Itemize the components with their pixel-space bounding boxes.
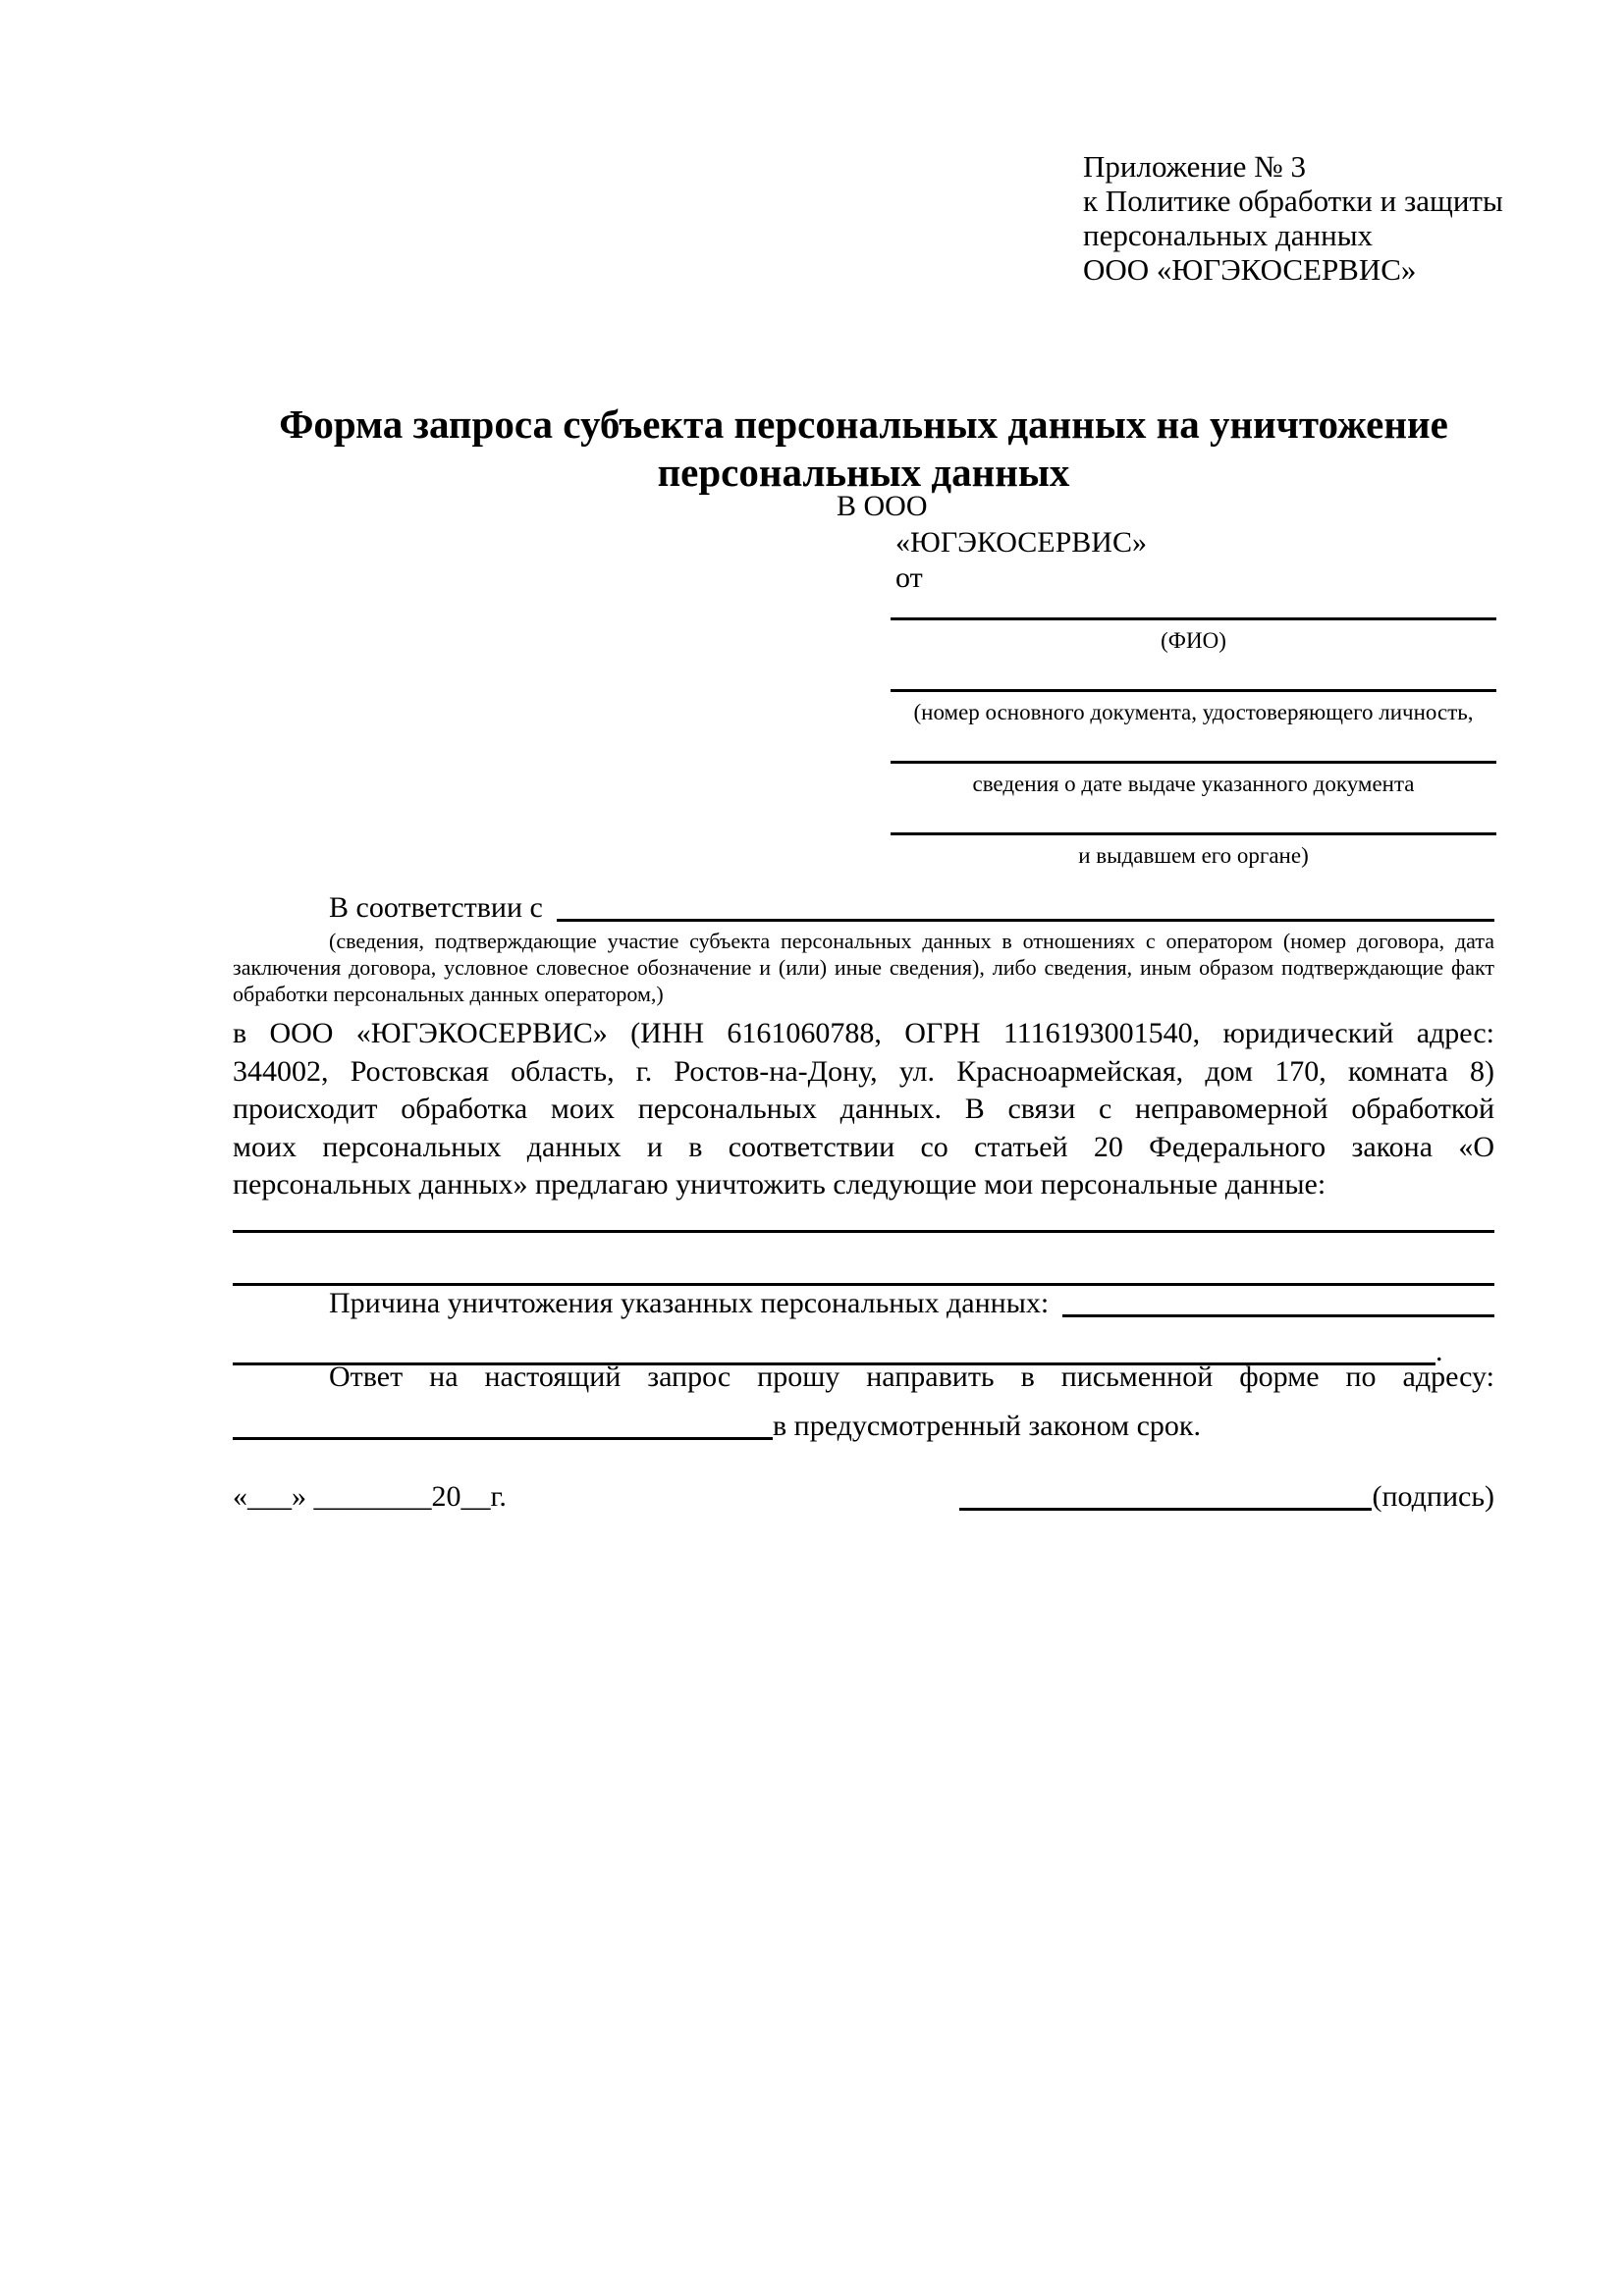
field-issue-date [891, 761, 1496, 796]
footnote-line-1: (сведения, подтверждающие участие субъекта персональных данных в отношениях с оператором (номер договора, дата [329, 929, 1494, 953]
issue-date-blank-line [891, 761, 1496, 764]
appendix-line-4: ООО «ЮГЭКОСЕРВИС» [1083, 252, 1417, 287]
reason-period: . [1435, 1335, 1443, 1367]
body-paragraph [233, 1015, 1494, 1204]
signature-row [233, 1478, 1494, 1516]
accordance-blank-line [557, 919, 1494, 922]
recipient-prefix: В ООО [837, 490, 928, 522]
accordance-row [233, 889, 1494, 927]
body-line-5: персональных данных» предлагаю уничтожить следующие мои персональные данные: [233, 1168, 1326, 1201]
body-line-1: в ООО «ЮГЭКОСЕРВИС» (ИНН 6161060788, ОГРН 1116193001540, юридический адрес: [233, 1017, 1494, 1049]
footnote-line-2: заключения договора, условное словесное обозначение и (или) иные сведения), либо сведения, иным образом подтверждающие факт [233, 955, 1494, 980]
title-line-1: Форма запроса субъекта персональных данных на уничтожение [279, 401, 1448, 447]
field-id-document [891, 689, 1496, 724]
field-fio [891, 617, 1496, 653]
response-suffix: в предусмотренный законом срок. [773, 1410, 1201, 1442]
response-line-1: Ответ на настоящий запрос прошу направить в письменной форме по адресу: [329, 1361, 1494, 1393]
body-line-3: происходит обработка моих персональных данных. В связи с неправомерной обработкой [233, 1093, 1494, 1125]
document-title [233, 400, 1494, 497]
appendix-block [1083, 149, 1503, 287]
appendix-line-1: Приложение № 3 [1083, 149, 1306, 184]
fio-blank-line [891, 617, 1496, 620]
body-line-2: 344002, Ростовская область, г. Ростов-на-Дону, ул. Красноармейская, дом 170, комната 8) [233, 1054, 1494, 1088]
title-line-2: персональных данных [657, 450, 1070, 495]
issuing-authority-blank-line [891, 832, 1496, 835]
fio-caption: (ФИО) [1161, 628, 1226, 653]
footnote-block [233, 928, 1494, 1007]
data-blank-line-1 [233, 1230, 1494, 1233]
body-line-4: моих персональных данных и в соответствии со статьей 20 Федерального закона «О [233, 1130, 1494, 1163]
id-document-caption: (номер основного документа, удостоверяющего личность, [913, 700, 1474, 724]
reason-label: Причина уничтожения указанных персональных данных: [329, 1287, 1050, 1319]
issuing-authority-caption: и выдавшем его органе) [1078, 843, 1309, 868]
footnote-line-3: обработки персональных данных оператором,) [233, 982, 664, 1006]
date-blank: «___» ________20__г. [233, 1480, 507, 1513]
signature-group [959, 1478, 1494, 1516]
signature-caption: (подпись) [1372, 1480, 1494, 1513]
appendix-line-3: персональных данных [1083, 218, 1374, 252]
reason-row [233, 1285, 1494, 1322]
signature-blank-line [959, 1508, 1372, 1511]
from-label: от [895, 561, 923, 594]
id-document-blank-line [891, 689, 1496, 692]
reason-blank-line [1062, 1314, 1494, 1317]
accordance-lead: В соответствии с [329, 891, 543, 924]
issue-date-caption: сведения о дате выдаче указанного документа [972, 772, 1415, 796]
recipient-org-name: «ЮГЭКОСЕРВИС» [895, 526, 1147, 559]
field-issuing-authority [891, 832, 1496, 868]
appendix-line-2: к Политике обработки и защиты [1083, 184, 1503, 218]
response-address-row [233, 1408, 1494, 1445]
address-blank-line [233, 1437, 773, 1440]
